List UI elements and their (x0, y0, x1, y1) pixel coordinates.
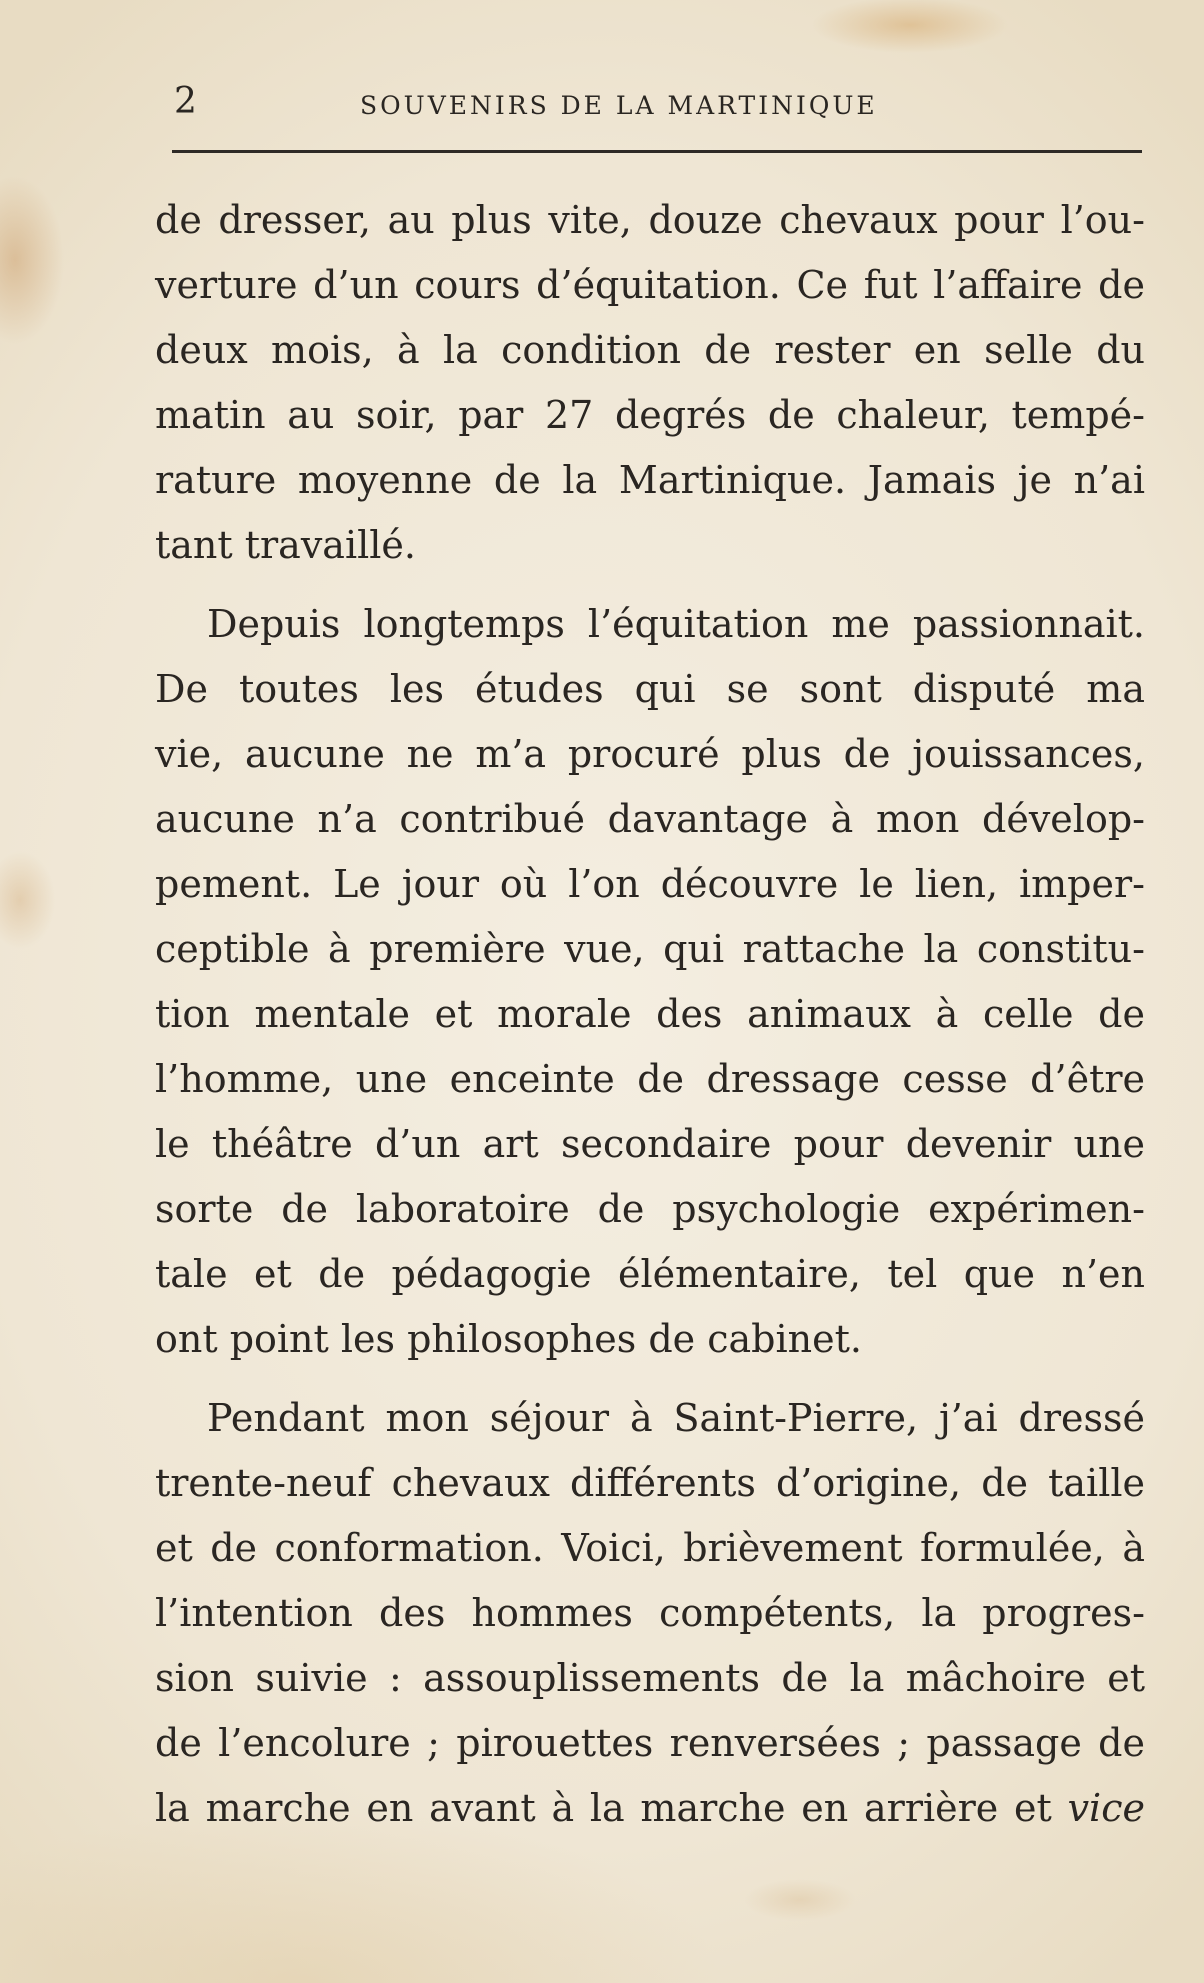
text-line: l’homme, une enceinte de dressage cesse d’être (155, 1057, 1145, 1101)
text-line: Pendant mon séjour à Saint-Pierre, j’ai dressé (207, 1396, 1145, 1440)
text-line: aucune n’a contribué davantage à mon dévelop- (155, 797, 1145, 841)
paragraph (155, 1386, 1145, 1841)
text-line: tant travaillé. (155, 523, 416, 567)
text-line: sion suivie : assouplissements de la mâchoire et (155, 1656, 1145, 1700)
text-line: rature moyenne de la Martinique. Jamais je n’ai (155, 458, 1145, 502)
text-line: De toutes les études qui se sont disputé ma (155, 667, 1145, 711)
paragraph (155, 592, 1145, 1372)
text-line: pement. Le jour où l’on découvre le lien, imper- (155, 862, 1145, 906)
text-line: Depuis longtemps l’équitation me passionnait. (207, 602, 1145, 646)
text-line-segment: la marche en avant à la marche en arrière et (155, 1786, 1052, 1830)
text-line: matin au soir, par 27 degrés de chaleur, tempé- (155, 393, 1145, 437)
text-line: sorte de laboratoire de psychologie expérimen- (155, 1187, 1145, 1231)
paragraph (155, 188, 1145, 578)
text-line: l’intention des hommes compétents, la progres- (155, 1591, 1145, 1635)
text-line: verture d’un cours d’équitation. Ce fut l’affaire de (155, 263, 1145, 307)
text-line: trente-neuf chevaux différents d’origine, de taille (155, 1461, 1145, 1505)
text-line: ont point les philosophes de cabinet. (155, 1317, 862, 1361)
text-line: ceptible à première vue, qui rattache la constitu- (155, 927, 1145, 971)
header-rule (172, 150, 1142, 153)
body-text (155, 188, 1145, 1855)
text-line: vie, aucune ne m’a procuré plus de jouissances, (155, 732, 1145, 776)
text-line: le théâtre d’un art secondaire pour devenir une (155, 1122, 1145, 1166)
text-line: deux mois, à la condition de rester en selle du (155, 328, 1145, 372)
text-line-with-italic (155, 1776, 1145, 1841)
page-header (170, 78, 1142, 126)
running-title: SOUVENIRS DE LA MARTINIQUE (360, 91, 878, 120)
text-line: de l’encolure ; pirouettes renversées ; passage de (155, 1721, 1145, 1765)
text-line: tale et de pédagogie élémentaire, tel que n’en (155, 1252, 1145, 1296)
text-line: tion mentale et morale des animaux à celle de (155, 992, 1145, 1036)
text-line: de dresser, au plus vite, douze chevaux pour l’ou- (155, 198, 1145, 242)
italic-word: vice (1067, 1786, 1145, 1830)
text-line: et de conformation. Voici, brièvement formulée, à (155, 1526, 1145, 1570)
page-number: 2 (174, 81, 197, 122)
